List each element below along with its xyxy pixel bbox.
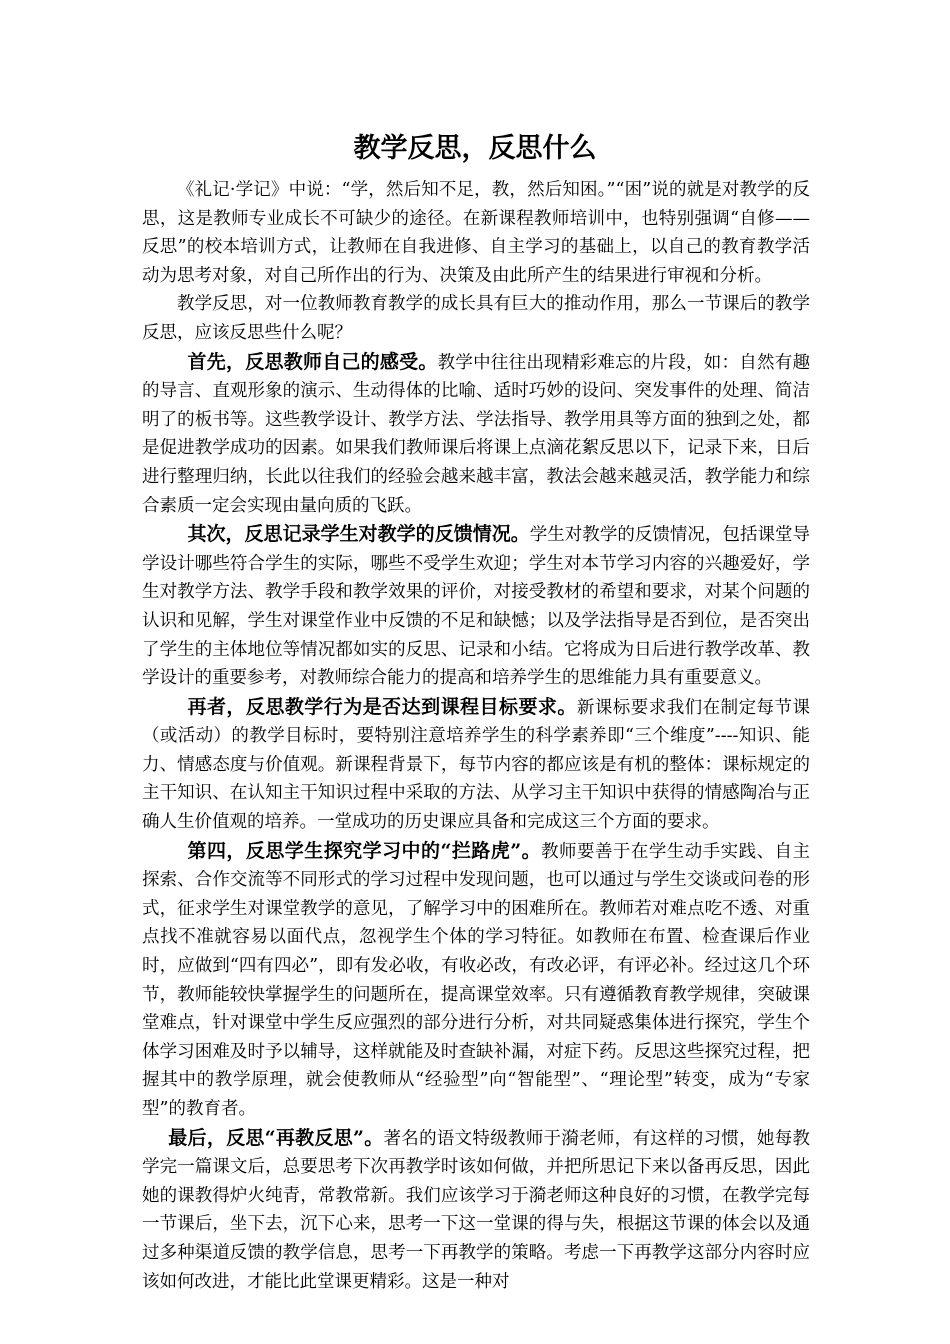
paragraph-text: 教学反思，对一位教师教育教学的成长具有巨大的推动作用，那么一节课后的教学反思，应该反思些什么呢？ (142, 294, 810, 343)
paragraph-heading: 再者，反思教学行为是否达到课程目标要求。 (187, 695, 577, 718)
paragraph-fourth (142, 837, 810, 1124)
paragraph-text: 新课标要求我们在制定每节课（或活动）的教学目标时，要特别注意培养学生的科学素养即“三个维度”----知识、能力、情感态度与价值观。新课程背景下，每节内容的都应该是有机的整体：课标规定的主干知识、在认知主干知识过程中采取的方法、从学习主干知识中获得的情感陶冶与正确人生价值观的培养。一堂成功的历史课应具备和完成这三个方面的要求。 (142, 697, 810, 833)
paragraph-heading: 最后，反思“再教反思”。 (168, 1126, 384, 1149)
article-body (142, 176, 810, 1296)
paragraph-heading: 第四，反思学生探究学习中的“拦路虎”。 (187, 839, 542, 862)
paragraph-text: 教学中往往出现精彩难忘的片段，如：自然有趣的导言、直观形象的演示、生动得体的比喻、适时巧妙的设问、突发事件的处理、简洁明了的板书等。这些教学设计、教学方法、学法指导、教学用具等方面的独到之处，都是促进教学成功的因素。如果我们教师课后将课上点滴花絮反思以下，记录下来，日后进行整理归纳，长此以往我们的经验会越来越丰富，教法会越来越灵活，教学能力和综合素质一定会实现由量向质的飞跃。 (142, 352, 810, 516)
paragraph-text: 《礼记·学记》中说：“学，然后知不足，教，然后知困。”“困”说的就是对教学的反思，这是教师专业成长不可缺少的途径。在新课程教师培训中，也特别强调“自修——反思”的校本培训方式，让教师在自我进修、自主学习的基础上，以自己的教育教学活动为思考对象，对自己所作出的行为、决策及由此所产生的结果进行审视和分析。 (142, 180, 810, 286)
paragraph-text: 著名的语文特级教师于漪老师，有这样的习惯，她每教学完一篇课文后，总要思考下次再教学时该如何做，并把所思记下来以备再反思，因此她的课教得炉火纯青，常教常新。我们应该学习于漪老师这种良好的习惯，在教学完每一节课后，坐下去，沉下心来，思考一下这一堂课的得与失，根据这节课的体会以及通过多种渠道反馈的教学信息，思考一下再教学的策略。考虑一下再教学这部分内容时应该如何改进，才能比此堂课更精彩。这是一种对 (142, 1128, 810, 1292)
paragraph-third (142, 693, 810, 837)
paragraph-text: 教师要善于在学生动手实践、自主探索、合作交流等不同形式的学习过程中发现问题，也可以通过与学生交谈或问卷的形式，征求学生对课堂教学的意见，了解学习中的困难所在。教师若对难点吃不透、对重点找不准就容易以面代点，忽视学生个体的学习特征。如教师在布置、检查课后作业时，应做到“四有四必”，即有发必收，有收必改，有改必评，有评必补。经过这几个环节，教师能较快掌握学生的问题所在，提高课堂效率。只有遵循教育教学规律，突破课堂难点，针对课堂中学生反应强烈的部分进行分析，对共同疑惑集体进行探究，学生个体学习困难及时予以辅导，这样就能及时查缺补漏，对症下药。反思这些探究过程，把握其中的教学原理，就会使教师从“经验型”向“智能型”、“理论型”转变，成为“专家型”的教育者。 (142, 841, 811, 1119)
paragraph-second (142, 520, 810, 693)
paragraph-first (142, 348, 810, 521)
page-title: 教学反思，反思什么 (353, 133, 597, 164)
paragraph-heading: 其次，反思记录学生对教学的反馈情况。 (187, 523, 530, 546)
paragraph-intro (142, 176, 810, 290)
paragraph-text: 学生对教学的反馈情况，包括课堂导学设计哪些符合学生的实际，哪些不受学生欢迎；学生对本节学习内容的兴趣爱好，学生对教学方法、教学手段和教学效果的评价，对接受教材的希望和要求，对某个问题的认识和见解，学生对课堂作业中反馈的不足和缺憾；以及学法指导是否到位，是否突出了学生的主体地位等情况都如实的反思、记录和小结。它将成为日后进行教学改革、教学设计的重要参考，对教师综合能力的提高和培养学生的思维能力具有重要意义。 (142, 525, 810, 689)
paragraph-question (142, 290, 810, 347)
paragraph-heading: 首先，反思教师自己的感受。 (187, 350, 438, 373)
paragraph-last (142, 1124, 810, 1297)
